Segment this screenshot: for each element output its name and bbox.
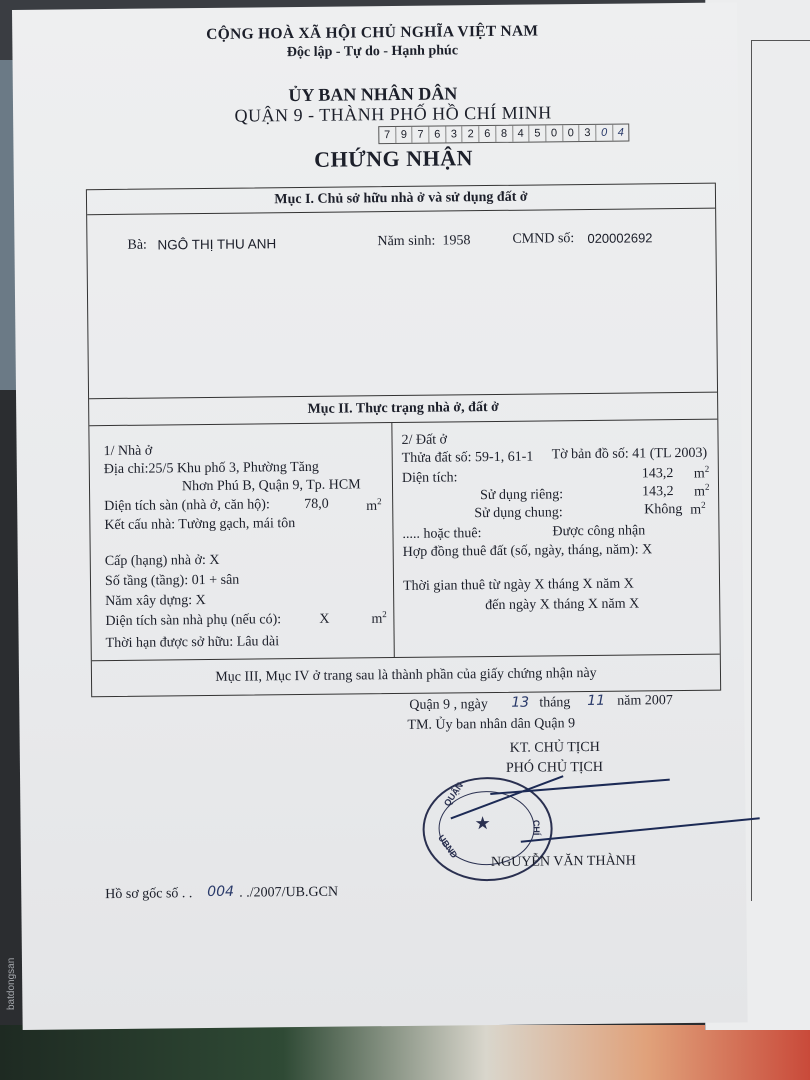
parcel-number: Thửa đất số: 59-1, 61-1 [401,449,534,466]
map-sheet: Tờ bản đồ số: 41 (TL 2003) [551,445,708,463]
certificate-page [12,2,748,1030]
annex-area-label: Diện tích sàn nhà phụ (nếu có): [105,612,282,630]
year-built: Năm xây dựng: X [105,593,206,610]
serial-digit: 4 [617,126,624,139]
lease-to: đến ngày X tháng X năm X [485,596,640,614]
issuing-org: TM. Ủy ban nhân dân Quận 9 [407,716,576,733]
serial-digit: 0 [596,125,613,141]
house-floors: Số tầng (tầng): 01 + sân [104,572,240,590]
shared-use-unit: $m^2$ [690,499,706,518]
serial-digit: 6 [429,126,446,142]
adjacent-page-border [751,40,810,901]
birth-label: Năm sinh: [377,233,436,250]
house-structure: Kết cấu nhà: Tường gạch, mái tôn [104,516,296,534]
id-label: CMND số: [512,231,575,247]
serial-number-boxes [378,124,629,145]
district-name: QUẬN 9 - THÀNH PHỐ HỒ CHÍ MINH [234,102,552,126]
private-use-value: 143,2 [642,484,674,500]
column-divider [391,423,395,657]
land-heading: 2/ Đất ở [401,432,448,448]
certificate-table [86,183,721,698]
file-ref-suffix: . ./2007/UB.GCN [239,884,339,901]
background-bottom [0,1025,810,1080]
section2-heading: Mục II. Thực trạng nhà ở, đất ở [89,392,717,427]
seal-text-top: QUẬN [441,780,466,809]
serial-digit: 2 [463,126,480,142]
land-area-label: Diện tích: [401,470,458,486]
serial-digit: 0 [563,125,580,141]
tenure: Thời hạn được sở hữu: Lâu dài [105,634,280,652]
serial-digit: 0 [546,125,563,141]
land-area-value: 143,2 [641,466,674,482]
certificate-title: CHỨNG NHẬN [314,145,474,172]
serial-digit: 6 [479,126,496,142]
house-address-line1: Địa chỉ:25/5 Khu phố 3, Phường Tăng [103,459,319,478]
file-ref-number: 004 [207,883,235,901]
serial-digit: 7 [379,127,396,143]
owner-label: Bà: [127,237,148,253]
house-grade: Cấp (hạng) nhà ở: X [104,552,220,570]
seal-text-right: CHÍ [531,819,542,836]
shared-use-label: Sử dụng chung: [474,505,563,522]
allocation-label: ..... hoặc thuê: [402,526,482,542]
land-area-unit: $m^2$ [693,463,710,482]
seal-star-icon: ★ [474,813,491,834]
serial-digit: 7 [413,127,430,143]
serial-digit: 5 [529,125,546,141]
serial-digit: 3 [579,125,596,141]
seal-text-left: UBND [436,833,460,860]
issue-date-prefix: Quận 9 , ngày [409,697,488,713]
shared-use-value: Không [644,502,683,518]
committee-name: ỦY BAN NHÂN DÂN [288,83,458,106]
serial-digit: 8 [496,126,513,142]
signer-title1: KT. CHỦ TỊCH [509,739,600,756]
issue-month-label: tháng [539,695,571,711]
country-name: CỘNG HOÀ XÃ HỘI CHỦ NGHĨA VIỆT NAM [206,22,539,43]
floor-area-label: Diện tích sàn (nhà ở, căn hộ): [104,497,270,515]
floor-area-unit: $m^2$ [366,496,382,514]
section3-note: Mục III, Mục IV ở trang sau là thành phần của giấy chứng nhận này [92,654,720,698]
private-use-unit: $m^2$ [694,481,710,500]
national-motto: Độc lập - Tự do - Hạnh phúc [286,43,459,61]
issue-day: 13 [511,694,530,711]
serial-digit: 4 [513,126,530,142]
annex-area-unit: $m^2$ [371,609,387,627]
signer-name: NGUYỄN VĂN THÀNH [490,853,636,871]
house-address-line2: Nhơn Phú B, Quận 9, Tp. HCM [181,477,361,495]
floor-area-value: 78,0 [304,496,329,512]
lease-from: Thời gian thuê từ ngày X tháng X năm X [402,576,634,594]
owner-name: NGÔ THỊ THU ANH [157,236,277,253]
birth-year: 1958 [442,233,471,249]
serial-digit: 9 [396,127,413,143]
file-ref-prefix: Hồ sơ gốc số . . [105,886,193,903]
issue-year: năm 2007 [617,693,673,709]
private-use-label: Sử dụng riêng: [480,487,564,504]
allocation-value: Được công nhận [552,523,646,540]
id-number: 020002692 [587,230,653,246]
section1-heading: Mục I. Chủ sở hữu nhà ở và sử dụng đất ở [87,184,715,216]
watermark-text: batdongsan [6,957,17,1010]
signer-title2: PHÓ CHỦ TỊCH [505,759,604,776]
lease-contract: Hợp đồng thuê đất (số, ngày, tháng, năm): X [402,542,653,560]
signature-stroke [521,817,760,842]
serial-digit: 3 [446,126,463,142]
house-heading: 1/ Nhà ở [103,443,153,460]
annex-area-value: X [319,611,330,627]
issue-month: 11 [587,692,606,710]
